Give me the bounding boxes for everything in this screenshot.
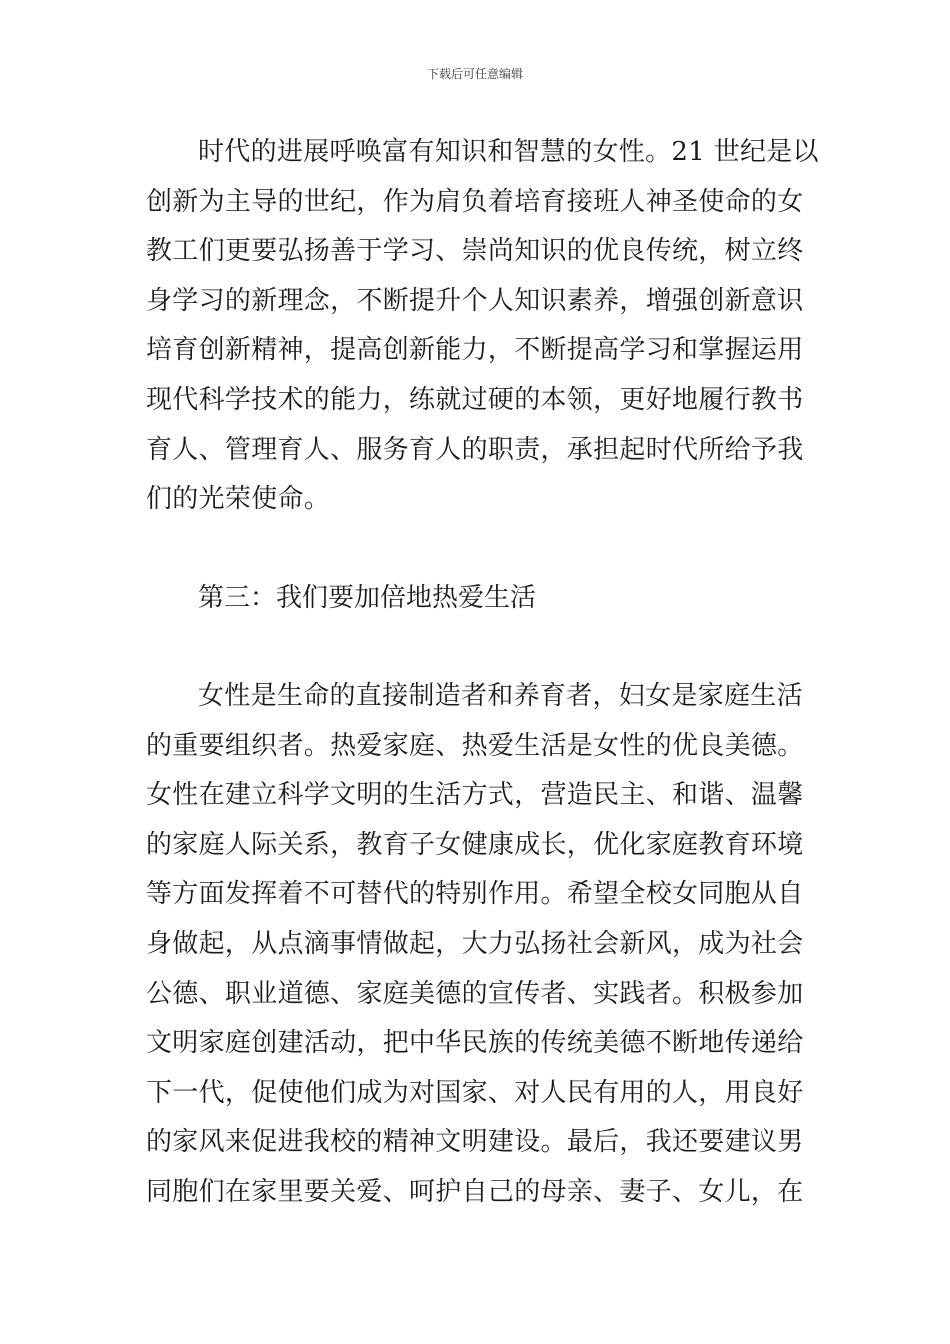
paragraph-line: 培育创新精神，提高创新能力，不断提高学习和掌握运用: [146, 335, 804, 366]
section-heading: 第三：我们要加倍地热爱生活: [198, 583, 537, 613]
paragraph-line: 现代科学技术的能力，练就过硬的本领，更好地履行教书: [146, 384, 804, 415]
paragraph-line: 的家风来促进我校的精神文明建设。最后，我还要建议男: [146, 1127, 804, 1158]
paragraph-line: 的重要组织者。热爱家庭、热爱生活是女性的优良美德。: [146, 730, 804, 761]
paragraph-line: 教工们更要弘扬善于学习、崇尚知识的优良传统，树立终: [146, 236, 804, 267]
paragraph-line: 公德、职业道德、家庭美德的宣传者、实践者。积极参加: [146, 978, 804, 1009]
paragraph-1: [146, 128, 819, 525]
paragraph-2: [146, 672, 806, 1218]
paragraph-line: 女性在建立科学文明的生活方式，营造民主、和谐、温馨: [146, 780, 804, 811]
paragraph-line: 育人、管理育人、服务育人的职责，承担起时代所给予我: [146, 434, 804, 465]
paragraph-line: 创新为主导的世纪，作为肩负着培育接班人神圣使命的女: [146, 186, 804, 217]
page-header: 下载后可任意编辑: [426, 67, 523, 81]
paragraph-line: 身做起，从点滴事情做起，大力弘扬社会新风，成为社会: [146, 928, 804, 959]
paragraph-line: 下一代，促使他们成为对国家、对人民有用的人，用良好: [146, 1077, 804, 1108]
paragraph-line: 时代的进展呼唤富有知识和智慧的女性。21 世纪是以: [198, 137, 819, 167]
paragraph-line: 们的光荣使命。: [146, 484, 331, 515]
paragraph-line: 文明家庭创建活动，把中华民族的传统美德不断地传递给: [146, 1028, 804, 1059]
paragraph-line: 女性是生命的直接制造者和养育者，妇女是家庭生活: [198, 681, 803, 711]
paragraph-line: 等方面发挥着不可替代的特别作用。希望全校女同胞从自: [146, 879, 804, 910]
paragraph-line: 身学习的新理念，不断提升个人知识素养，增强创新意识: [146, 285, 804, 316]
paragraph-line: 的家庭人际关系，教育子女健康成长，优化家庭教育环境: [146, 829, 804, 860]
paragraph-line: 同胞们在家里要关爱、呵护自己的母亲、妻子、女儿，在: [146, 1176, 804, 1207]
